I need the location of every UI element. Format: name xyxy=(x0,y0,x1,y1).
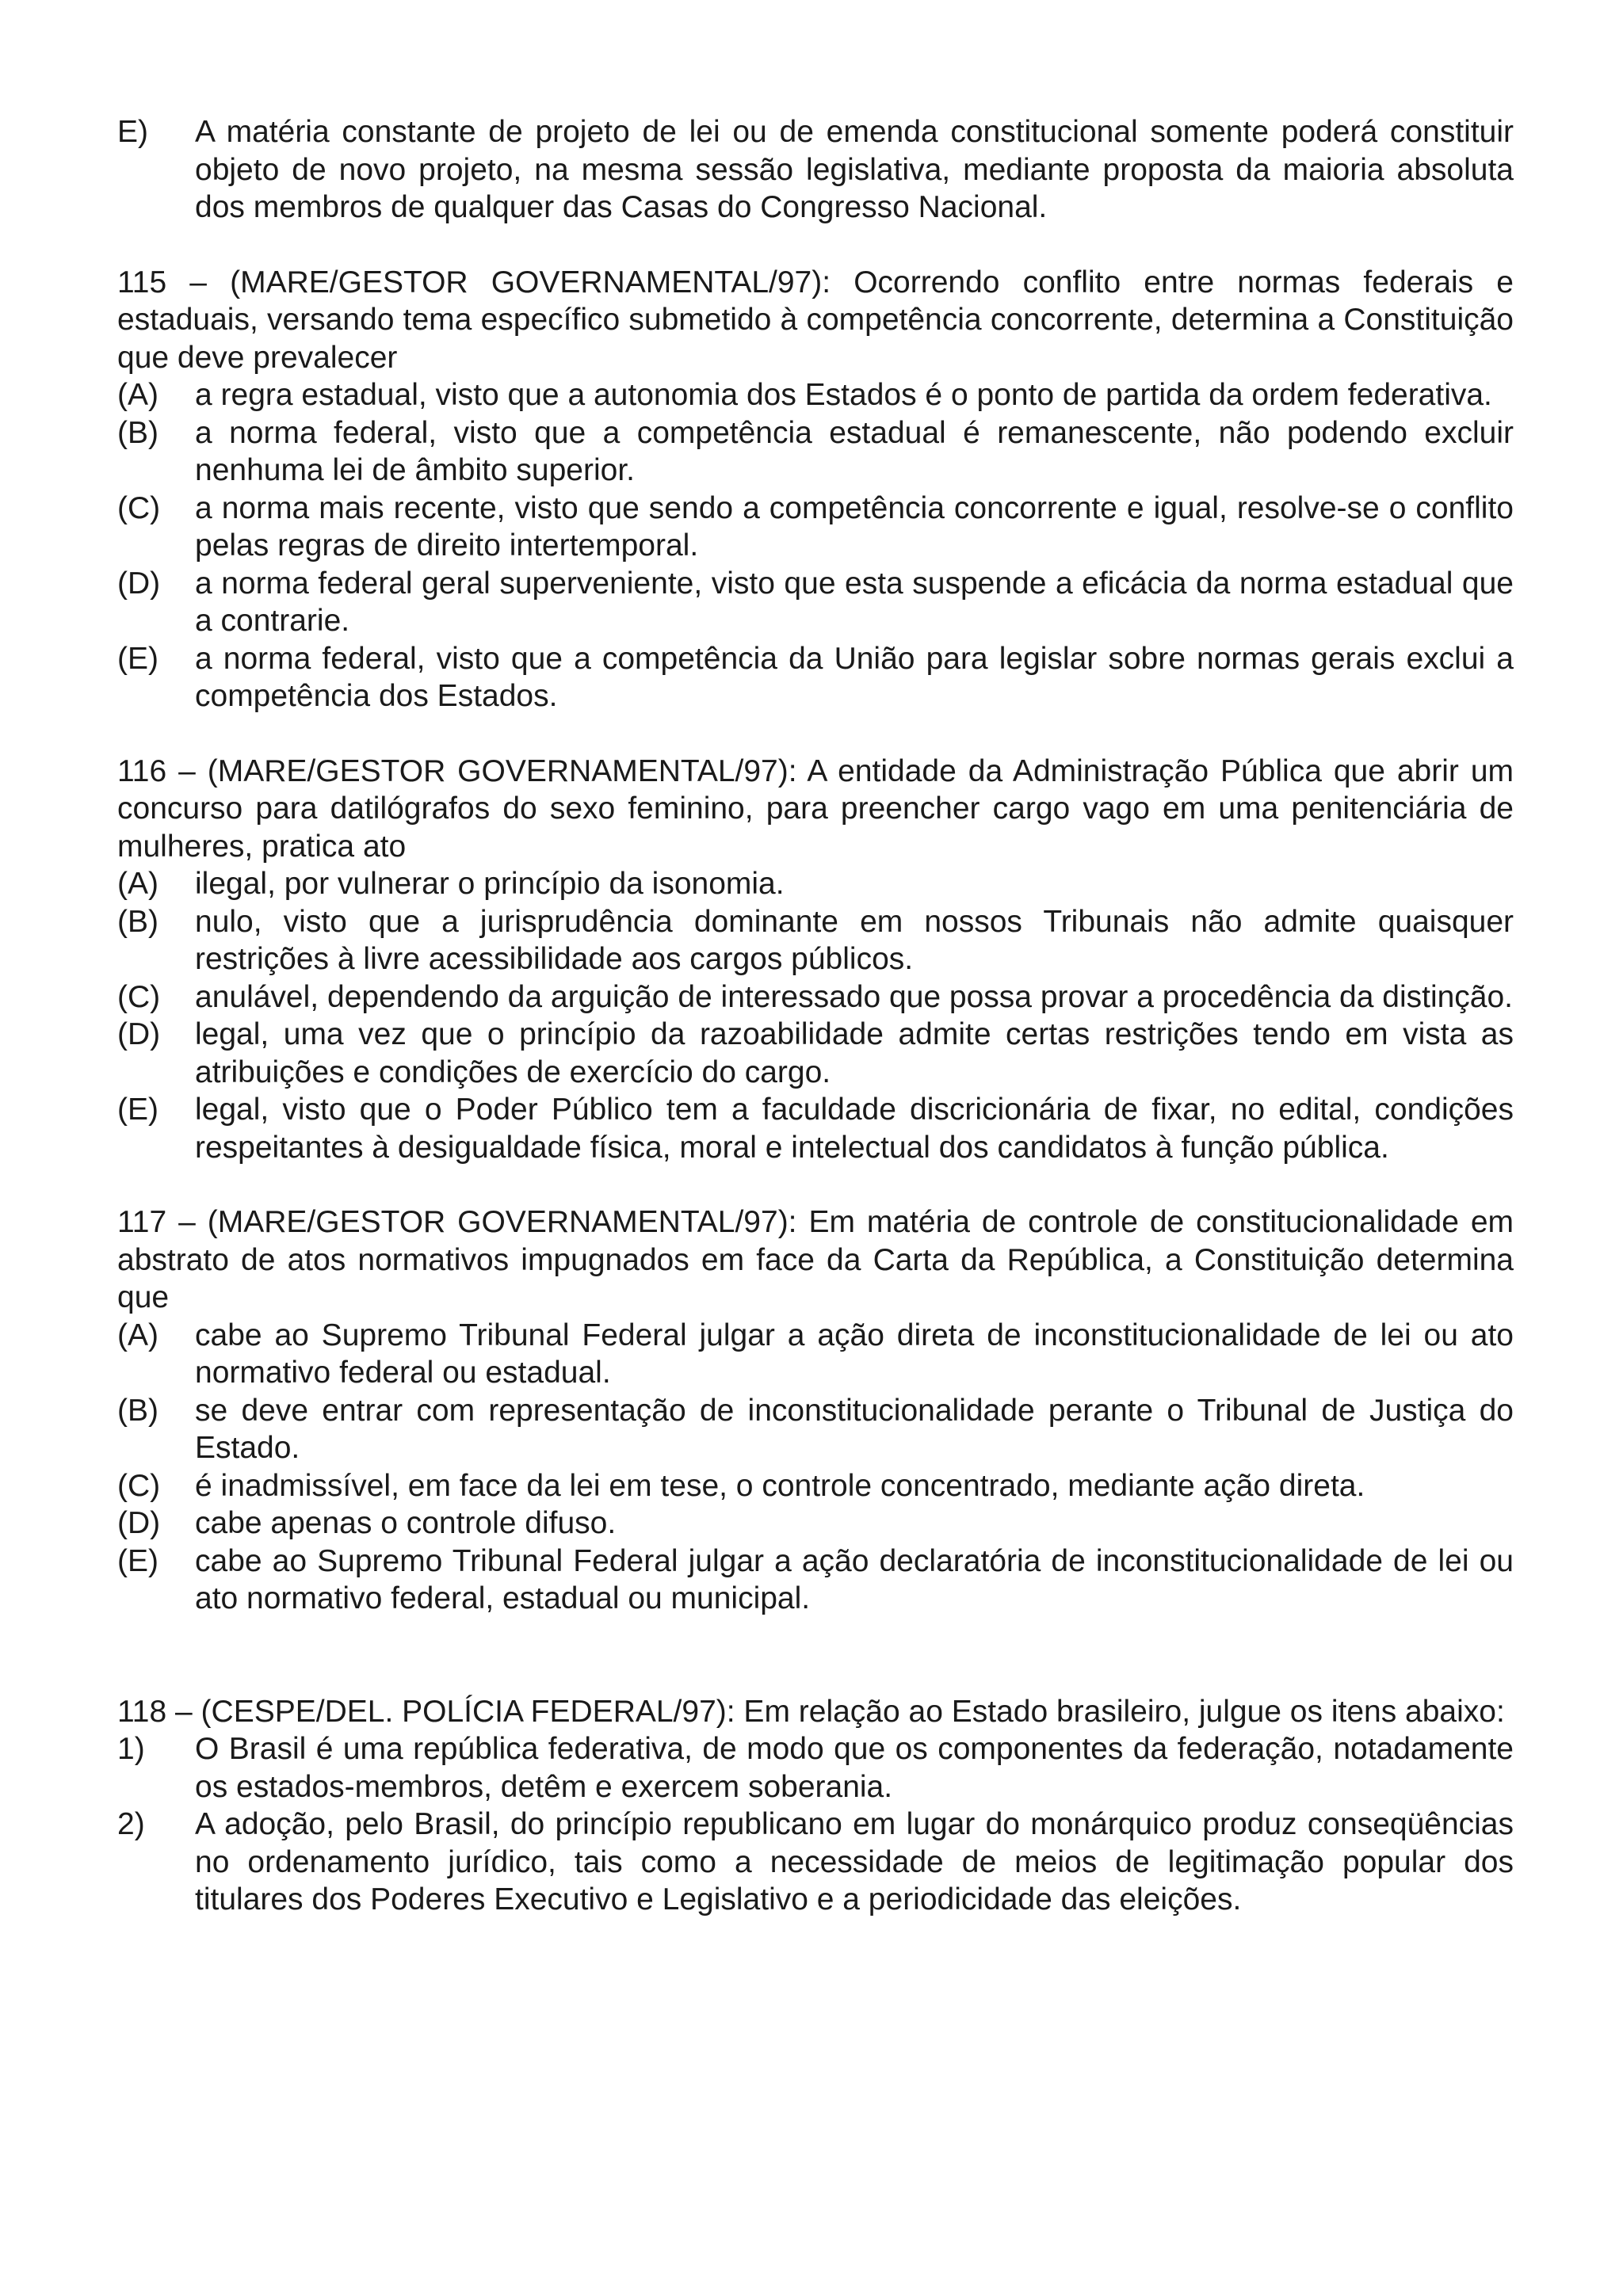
option-letter: (C) xyxy=(117,979,161,1014)
option-item xyxy=(117,376,1514,414)
option-item xyxy=(117,1467,1514,1505)
option-item xyxy=(117,490,1514,565)
option-letter: (C) xyxy=(117,490,161,525)
option-text: nulo, visto que a jurisprudência dominante em nossos Tribunais não admite quaisquer restrições à livre acessibilidade aos cargos públicos. xyxy=(195,904,1514,976)
question-stem: 118 – (CESPE/DEL. POLÍCIA FEDERAL/97): Em relação ao Estado brasileiro, julgue os itens abaixo: xyxy=(117,1694,1505,1729)
option-letter: (A) xyxy=(117,378,158,412)
option-text: legal, visto que o Poder Público tem a faculdade discricionária de fixar, no edital, condições respeitantes à desigualdade física, moral e intelectual dos candidatos à função pública. xyxy=(195,1093,1514,1165)
option-text: a regra estadual, visto que a autonomia dos Estados é o ponto de partida da ordem federativa. xyxy=(195,378,1492,412)
option-text: O Brasil é uma república federativa, de modo que os componentes da federação, notadamente os estados-membros, detêm e exercem soberania. xyxy=(195,1732,1514,1804)
option-letter: (E) xyxy=(117,641,158,676)
option-text: cabe apenas o controle difuso. xyxy=(195,1506,617,1540)
option-item xyxy=(117,1505,1514,1543)
question-stem: 116 – (MARE/GESTOR GOVERNAMENTAL/97): A entidade da Administração Pública que abrir um concurso para datilógrafos do sexo feminino, para preencher cargo vago em uma penitenciária de mulheres, pratica ato xyxy=(117,753,1514,864)
question-stem: 117 – (MARE/GESTOR GOVERNAMENTAL/97): Em matéria de controle de constitucionalidade em abstrato de atos normativos impugnados em face da Carta da República, a Constituição determina que xyxy=(117,1205,1514,1314)
option-item xyxy=(117,1543,1514,1618)
option-letter: (E) xyxy=(117,1093,158,1127)
option-item xyxy=(117,1317,1514,1392)
option-letter: 2) xyxy=(117,1807,145,1841)
option-text: a norma mais recente, visto que sendo a competência concorrente e igual, resolve-se o conflito pelas regras de direito intertemporal. xyxy=(195,490,1514,563)
option-letter: (D) xyxy=(117,1017,161,1051)
option-letter: (D) xyxy=(117,566,161,601)
option-item xyxy=(117,1091,1514,1166)
question-117 xyxy=(117,1203,1514,1618)
option-text: ilegal, por vulnerar o princípio da isonomia. xyxy=(195,867,785,901)
option-letter: (B) xyxy=(117,904,158,939)
option-letter: 1) xyxy=(117,1732,145,1766)
option-text: A adoção, pelo Brasil, do princípio republicano em lugar do monárquico produz conseqüências no ordenamento jurídico, tais como a necessidade de meios de legitimação popular dos titulares dos Poderes Executivo e Legislativo e a periodicidade das eleições. xyxy=(195,1807,1514,1917)
option-letter: (B) xyxy=(117,415,158,450)
option-letter: (C) xyxy=(117,1468,161,1503)
option-item xyxy=(117,1806,1514,1919)
option-text: a norma federal, visto que a competência estadual é remanescente, não podendo excluir nenhuma lei de âmbito superior. xyxy=(195,415,1514,487)
option-text: se deve entrar com representação de inconstitucionalidade perante o Tribunal de Justiça do Estado. xyxy=(195,1393,1514,1465)
option-text: é inadmissível, em face da lei em tese, o controle concentrado, mediante ação direta. xyxy=(195,1468,1365,1503)
option-item xyxy=(117,903,1514,978)
option-letter: (D) xyxy=(117,1506,161,1540)
option-text: cabe ao Supremo Tribunal Federal julgar a ação direta de inconstitucionalidade de lei ou ato normativo federal ou estadual. xyxy=(195,1318,1514,1390)
option-item xyxy=(117,1016,1514,1091)
option-text: a norma federal, visto que a competência da União para legislar sobre normas gerais exclui a competência dos Estados. xyxy=(195,641,1514,713)
option-letter: (B) xyxy=(117,1393,158,1428)
option-item xyxy=(117,1392,1514,1467)
document-page xyxy=(117,113,1514,1919)
option-text: cabe ao Supremo Tribunal Federal julgar a ação declaratória de inconstitucionalidade de lei ou ato normativo federal, estadual ou municipal. xyxy=(195,1543,1514,1615)
option-text: A matéria constante de projeto de lei ou de emenda constitucional somente poderá constituir objeto de novo projeto, na mesma sessão legislativa, mediante proposta da maioria absoluta dos membros de qualquer das Casas do Congresso Nacional. xyxy=(195,115,1514,224)
question-118 xyxy=(117,1693,1514,1919)
question-116 xyxy=(117,753,1514,1167)
option-item xyxy=(117,865,1514,903)
option-item xyxy=(117,414,1514,490)
option-item xyxy=(117,640,1514,715)
option-letter: E) xyxy=(117,115,148,149)
option-item xyxy=(117,1730,1514,1806)
option-item xyxy=(117,565,1514,640)
question-115 xyxy=(117,264,1514,715)
option-letter: (A) xyxy=(117,867,158,901)
option-item xyxy=(117,113,1514,227)
option-text: a norma federal geral superveniente, visto que esta suspende a eficácia da norma estadual que a contrarie. xyxy=(195,566,1514,638)
option-letter: (E) xyxy=(117,1543,158,1578)
option-letter: (A) xyxy=(117,1318,158,1352)
option-item xyxy=(117,978,1514,1016)
option-text: legal, uma vez que o princípio da razoabilidade admite certas restrições tendo em vista as atribuições e condições de exercício do cargo. xyxy=(195,1017,1514,1089)
option-text: anulável, dependendo da arguição de interessado que possa provar a procedência da distinção. xyxy=(195,979,1514,1014)
question-stem: 115 – (MARE/GESTOR GOVERNAMENTAL/97): Ocorrendo conflito entre normas federais e estaduais, versando tema específico submetido à competência concorrente, determina a Constituição que deve prevalecer xyxy=(117,265,1514,375)
